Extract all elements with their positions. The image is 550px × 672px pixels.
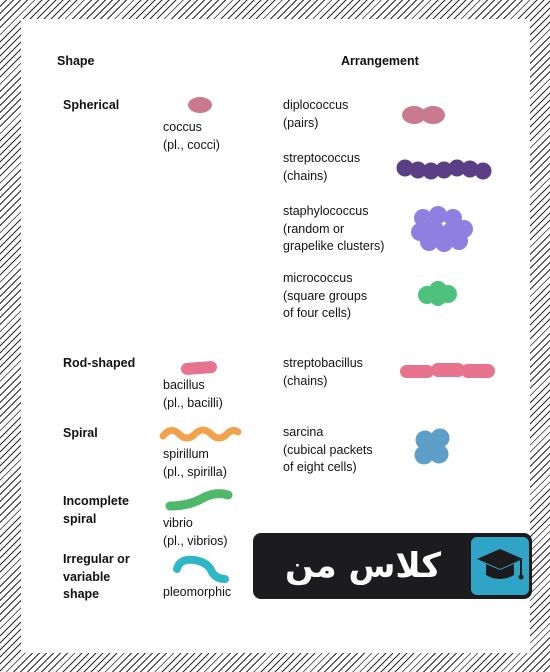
category-incomplete-spiral: Incomplete spiral [63,494,129,526]
streptococcus-label: streptococcus (chains) [283,151,361,183]
streptococcus-icon [395,154,495,184]
shape-header: Shape [57,54,95,68]
arrangement-header: Arrangement [341,54,419,68]
diplococcus-icon [400,103,450,127]
sarcina-icon [412,428,456,468]
graduation-cap-icon [471,537,529,595]
logo-text: کلاس من [285,546,441,586]
pleomorphic-icon [170,552,232,588]
category-spiral: Spiral [63,426,98,440]
bacillus-label: bacillus (pl., bacilli) [163,378,223,410]
spirillum-icon [158,422,244,448]
bacillus-icon [178,359,220,379]
category-spherical: Spherical [63,98,120,112]
watermark-logo [253,533,532,599]
coccus-label: coccus (pl., cocci) [163,120,220,152]
streptobacillus-label: streptobacillus (chains) [283,356,363,388]
staphylococcus-icon [410,206,476,252]
staphylococcus-label: staphylococcus (random or grapelike clusters) [283,204,385,253]
streptobacillus-icon [398,358,498,384]
coccus-icon [186,96,214,116]
vibrio-label: vibrio (pl., vibrios) [163,516,228,548]
category-rod-shaped: Rod-shaped [63,356,136,370]
category-irregular-shape: Irregular or variable shape [63,552,130,601]
diplococcus-label: diplococcus (pairs) [283,98,349,130]
spirillum-label: spirillum (pl., spirilla) [163,447,227,479]
micrococcus-icon [416,280,460,306]
pleomorphic-label: pleomorphic [163,585,232,599]
sarcina-label: sarcina (cubical packets of eight cells) [283,425,373,474]
vibrio-icon [163,487,235,513]
micrococcus-label: micrococcus (square groups of four cells) [283,271,368,320]
